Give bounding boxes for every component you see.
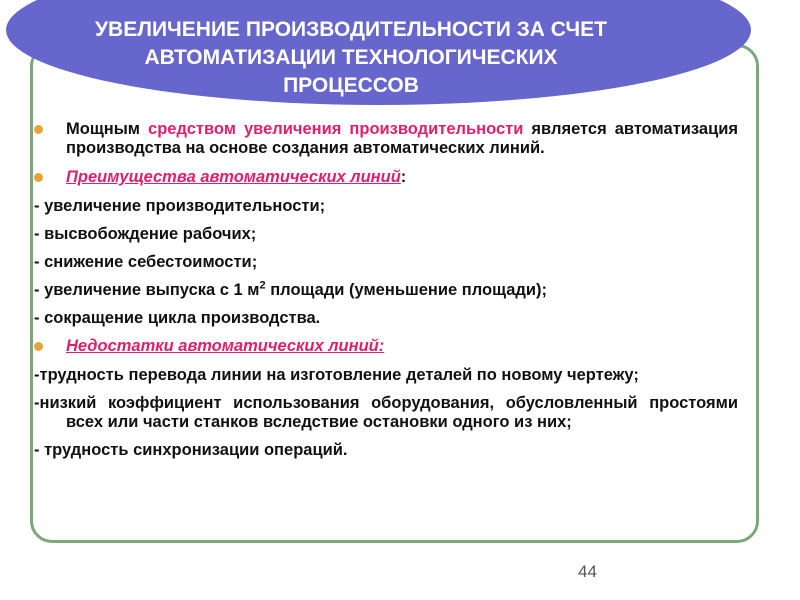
disadvantage-item-3: - трудность синхронизации операций. (34, 441, 348, 459)
advantages-colon: : (400, 168, 407, 186)
bullet-icon (34, 173, 43, 182)
advantage-item-4-sup: 2 (259, 279, 266, 292)
intro-highlight: средством увеличения производительности (148, 120, 524, 138)
title-line-3: ПРОЦЕССОВ (283, 74, 419, 97)
bullet-icon (34, 342, 43, 351)
intro-text-2: является автоматизация производства на основе создания автоматических линий. (66, 120, 739, 157)
slide-title (26, 16, 676, 100)
advantage-item-4 (34, 281, 738, 300)
advantage-item-4-text-2: площади (уменьшение площади); (265, 281, 547, 299)
advantage-item-4-text-1: - увеличение выпуска с 1 м (34, 281, 260, 299)
title-line-1: УВЕЛИЧЕНИЕ ПРОИЗВОДИТЕЛЬНОСТИ ЗА СЧЕТ (94, 18, 608, 41)
disadvantages-heading-bullet (34, 337, 738, 356)
disadvantages-heading: Недостатки автоматических линий: (66, 337, 385, 355)
advantage-item-1: - увеличение производительности; (34, 197, 326, 215)
bullet-icon (34, 125, 43, 134)
title-line-2: АВТОМАТИЗАЦИИ ТЕХНОЛОГИЧЕСКИХ (144, 46, 558, 69)
page-number: 44 (578, 562, 597, 581)
advantage-item-5: - сокращение цикла производства. (34, 309, 321, 327)
intro-bullet (34, 120, 738, 158)
slide-body (34, 120, 738, 469)
advantage-item-3: - снижение себестоимости; (34, 253, 258, 271)
disadvantage-item-1: -трудность перевода линии на изготовление деталей по новому чертежу; (34, 366, 639, 384)
intro-text-1: Мощным (66, 120, 149, 138)
disadvantage-item-2: -низкий коэффициент использования оборудования, обусловленный простоями всех или части станков вследствие остановки одного из них; (34, 394, 738, 431)
advantages-heading-bullet (34, 168, 738, 187)
advantages-heading: Преимущества автоматических линий (66, 168, 401, 186)
advantage-item-2: - высвобождение рабочих; (34, 225, 257, 243)
